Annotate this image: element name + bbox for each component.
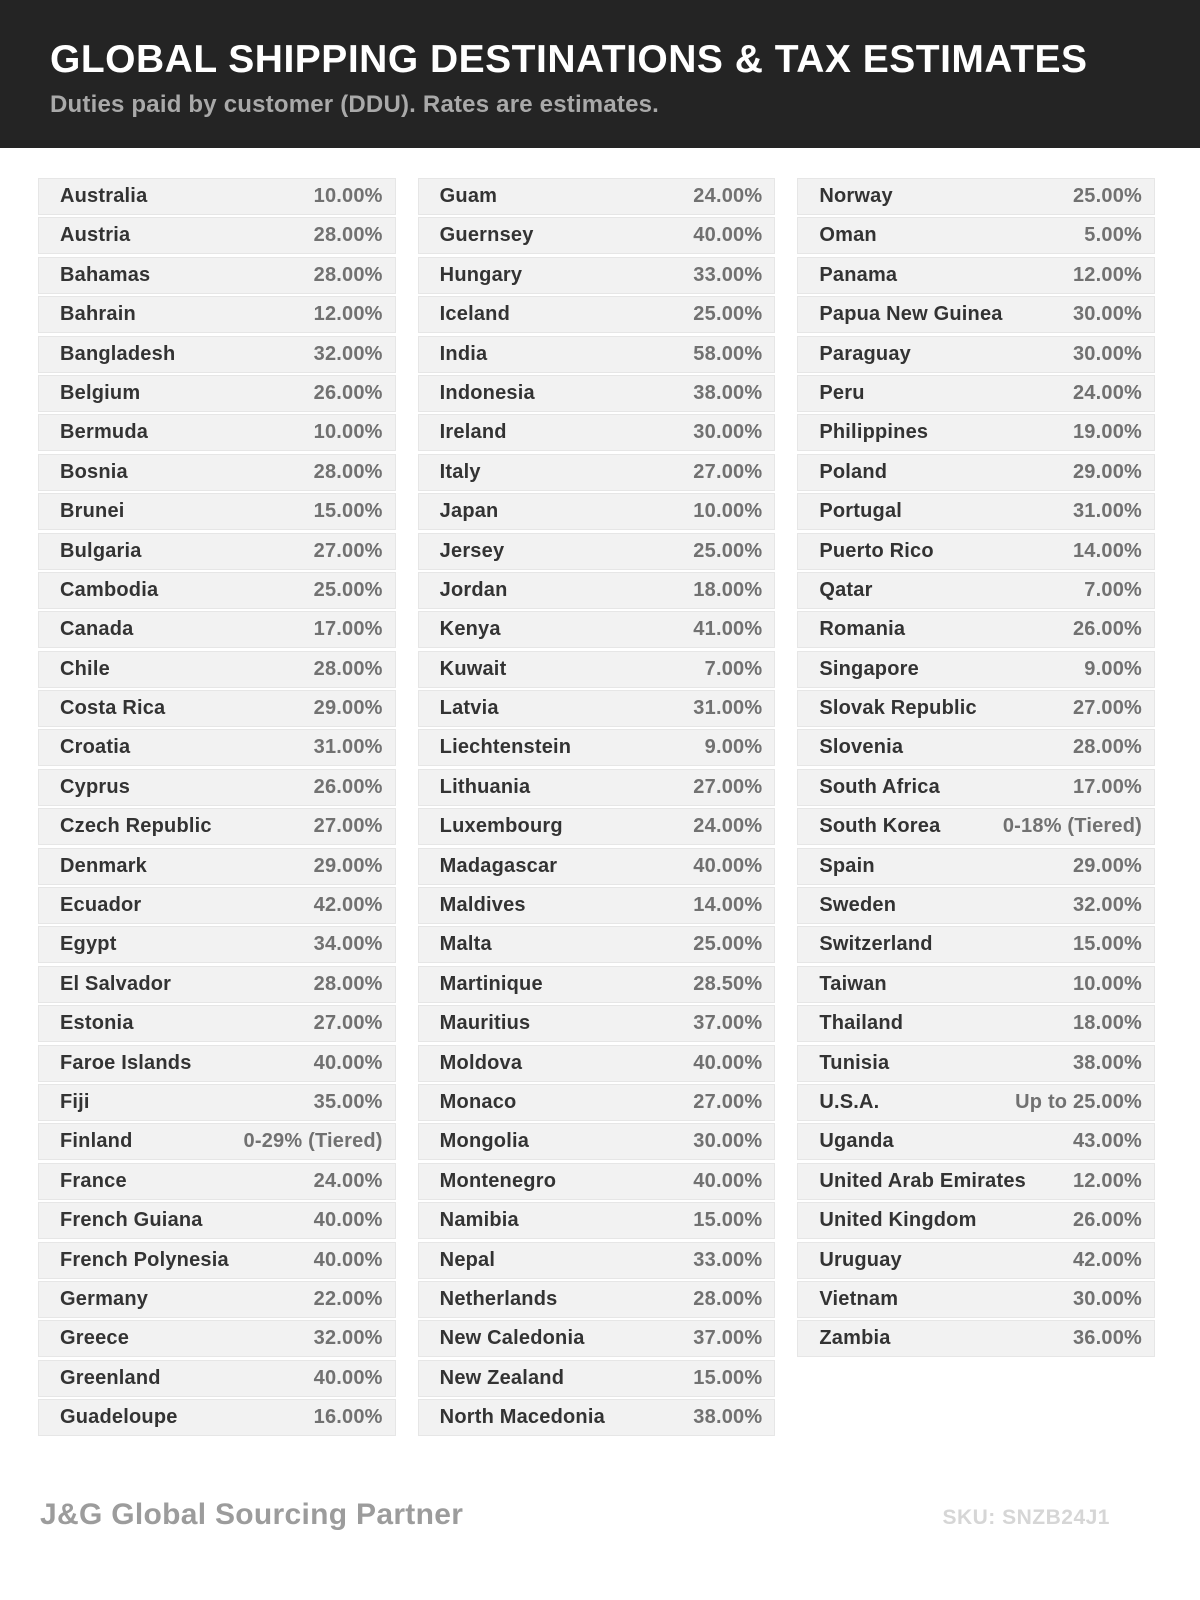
tax-rate: 15.00% bbox=[693, 1366, 763, 1389]
page-footer bbox=[0, 1498, 1200, 1532]
country-name: Uruguay bbox=[819, 1248, 902, 1271]
table-row bbox=[38, 1163, 396, 1200]
country-name: Tunisia bbox=[819, 1051, 890, 1074]
tax-rate: 32.00% bbox=[1072, 894, 1143, 917]
country-name: Zambia bbox=[819, 1327, 891, 1350]
country-name: Switzerland bbox=[819, 933, 933, 956]
tax-rate: 0-18% (Tiered) bbox=[1002, 815, 1143, 838]
table-row bbox=[797, 572, 1155, 609]
country-name: Iceland bbox=[439, 303, 510, 326]
tax-rate: 30.00% bbox=[1072, 1287, 1143, 1310]
table-row bbox=[418, 848, 776, 885]
rates-table bbox=[0, 148, 1200, 1439]
country-name: Malta bbox=[439, 933, 492, 956]
tax-rate: 40.00% bbox=[693, 224, 763, 247]
tax-rate: 27.00% bbox=[1072, 697, 1143, 720]
country-name: Bahamas bbox=[60, 263, 151, 286]
country-name: United Kingdom bbox=[819, 1209, 977, 1232]
table-row bbox=[797, 611, 1155, 648]
tax-rate: 17.00% bbox=[1072, 775, 1143, 798]
tax-rate: Up to 25.00% bbox=[1015, 1090, 1143, 1113]
table-row bbox=[38, 414, 396, 451]
country-name: France bbox=[60, 1169, 127, 1192]
tax-rate: 25.00% bbox=[693, 539, 763, 562]
table-row bbox=[418, 336, 776, 373]
country-name: New Caledonia bbox=[439, 1327, 585, 1350]
table-row bbox=[418, 611, 776, 648]
table-row bbox=[797, 690, 1155, 727]
country-name: U.S.A. bbox=[819, 1090, 880, 1113]
country-name: Germany bbox=[60, 1287, 149, 1310]
tax-rate: 18.00% bbox=[693, 578, 763, 601]
table-row bbox=[797, 296, 1155, 333]
table-row bbox=[418, 1202, 776, 1239]
table-row bbox=[38, 690, 396, 727]
tax-rate: 0-29% (Tiered) bbox=[243, 1130, 383, 1153]
table-row bbox=[418, 257, 776, 294]
country-name: Chile bbox=[60, 657, 110, 680]
table-row bbox=[38, 572, 396, 609]
table-row bbox=[418, 1084, 776, 1121]
tax-rate: 28.00% bbox=[313, 224, 383, 247]
table-row bbox=[418, 217, 776, 254]
brand-name: J&G Global Sourcing Partner bbox=[40, 1498, 464, 1531]
country-name: Estonia bbox=[60, 1012, 134, 1035]
tax-rate: 24.00% bbox=[693, 815, 763, 838]
rates-column-3 bbox=[797, 178, 1155, 1439]
table-row bbox=[797, 375, 1155, 412]
table-row bbox=[797, 414, 1155, 451]
table-row bbox=[38, 1320, 396, 1357]
tax-rate: 10.00% bbox=[1072, 972, 1143, 995]
table-row bbox=[38, 178, 396, 215]
table-row bbox=[797, 493, 1155, 530]
tax-rate: 30.00% bbox=[693, 421, 763, 444]
tax-rate: 34.00% bbox=[313, 933, 383, 956]
tax-rate: 30.00% bbox=[1072, 342, 1143, 365]
country-name: New Zealand bbox=[439, 1366, 565, 1389]
table-row bbox=[38, 454, 396, 491]
country-name: Australia bbox=[60, 185, 148, 207]
country-name: South Korea bbox=[819, 815, 941, 838]
tax-rate: 40.00% bbox=[313, 1209, 383, 1232]
table-row bbox=[38, 729, 396, 766]
country-name: Austria bbox=[60, 224, 131, 247]
tax-rate: 41.00% bbox=[693, 618, 763, 641]
table-row bbox=[797, 217, 1155, 254]
table-row bbox=[38, 651, 396, 688]
country-name: Indonesia bbox=[439, 381, 535, 404]
table-row bbox=[418, 1281, 776, 1318]
table-row bbox=[797, 533, 1155, 570]
country-name: Paraguay bbox=[819, 342, 911, 365]
table-row bbox=[797, 1163, 1155, 1200]
country-name: Faroe Islands bbox=[60, 1051, 192, 1074]
tax-rate: 25.00% bbox=[693, 303, 763, 326]
country-name: Maldives bbox=[439, 894, 526, 917]
country-name: Bahrain bbox=[60, 303, 136, 326]
country-name: Ecuador bbox=[60, 894, 142, 917]
country-name: Sweden bbox=[819, 894, 897, 917]
tax-rate: 9.00% bbox=[704, 736, 763, 759]
tax-rate: 58.00% bbox=[693, 342, 763, 365]
country-name: Papua New Guinea bbox=[819, 303, 1003, 326]
country-name: Oman bbox=[819, 224, 877, 247]
tax-rate: 15.00% bbox=[1072, 933, 1143, 956]
table-row bbox=[418, 375, 776, 412]
table-row bbox=[38, 966, 396, 1003]
tax-rate: 38.00% bbox=[1072, 1051, 1143, 1074]
country-name: South Africa bbox=[819, 775, 940, 798]
country-name: Moldova bbox=[439, 1051, 523, 1074]
tax-rate: 5.00% bbox=[1084, 224, 1143, 247]
table-row bbox=[797, 1242, 1155, 1279]
table-row bbox=[797, 1320, 1155, 1357]
table-row bbox=[797, 887, 1155, 924]
table-row bbox=[797, 729, 1155, 766]
country-name: Bosnia bbox=[60, 460, 128, 483]
table-row bbox=[38, 1084, 396, 1121]
country-name: Martinique bbox=[439, 972, 543, 995]
table-row bbox=[38, 1202, 396, 1239]
tax-rate: 19.00% bbox=[1072, 421, 1143, 444]
tax-rate: 33.00% bbox=[693, 263, 763, 286]
country-name: Costa Rica bbox=[60, 697, 166, 720]
table-row bbox=[797, 178, 1155, 215]
tax-rate: 15.00% bbox=[313, 500, 383, 523]
country-name: Montenegro bbox=[439, 1169, 557, 1192]
table-row bbox=[38, 611, 396, 648]
table-row bbox=[38, 1281, 396, 1318]
tax-rate: 27.00% bbox=[313, 1012, 383, 1035]
tax-rate: 10.00% bbox=[693, 500, 763, 523]
country-name: Egypt bbox=[60, 933, 117, 956]
table-row bbox=[797, 257, 1155, 294]
table-row bbox=[38, 769, 396, 806]
tax-rate: 31.00% bbox=[693, 697, 763, 720]
country-name: Slovak Republic bbox=[819, 697, 977, 720]
table-row bbox=[797, 966, 1155, 1003]
country-name: North Macedonia bbox=[439, 1406, 605, 1429]
country-name: Singapore bbox=[819, 657, 919, 680]
country-name: Qatar bbox=[819, 578, 873, 601]
country-name: Cambodia bbox=[60, 578, 159, 601]
tax-rate: 25.00% bbox=[693, 933, 763, 956]
table-row bbox=[797, 1202, 1155, 1239]
tax-rate: 18.00% bbox=[1072, 1012, 1143, 1035]
tax-rate: 30.00% bbox=[693, 1130, 763, 1153]
country-name: Nepal bbox=[439, 1248, 496, 1271]
page-header bbox=[0, 0, 1200, 148]
table-row bbox=[418, 926, 776, 963]
country-name: Greenland bbox=[60, 1366, 161, 1389]
table-row bbox=[797, 1045, 1155, 1082]
tax-rate: 12.00% bbox=[313, 303, 383, 326]
table-row bbox=[797, 808, 1155, 845]
tax-rate: 25.00% bbox=[1072, 185, 1143, 207]
tax-rate: 24.00% bbox=[313, 1169, 383, 1192]
tax-rate: 14.00% bbox=[1072, 539, 1143, 562]
tax-rate: 37.00% bbox=[693, 1012, 763, 1035]
country-name: Bulgaria bbox=[60, 539, 142, 562]
tax-rate: 17.00% bbox=[313, 618, 383, 641]
tax-rate: 16.00% bbox=[313, 1406, 383, 1429]
country-name: Italy bbox=[439, 460, 481, 483]
country-name: Slovenia bbox=[819, 736, 904, 759]
table-row bbox=[418, 1360, 776, 1397]
table-row bbox=[418, 454, 776, 491]
table-row bbox=[418, 1005, 776, 1042]
table-row bbox=[38, 336, 396, 373]
tax-rate: 29.00% bbox=[1072, 854, 1143, 877]
country-name: Romania bbox=[819, 618, 906, 641]
tax-rate: 28.00% bbox=[313, 263, 383, 286]
tax-rate: 26.00% bbox=[313, 381, 383, 404]
tax-rate: 31.00% bbox=[313, 736, 383, 759]
country-name: Norway bbox=[819, 185, 893, 207]
tax-rate: 7.00% bbox=[1084, 578, 1143, 601]
tax-rate: 43.00% bbox=[1072, 1130, 1143, 1153]
tax-rate: 26.00% bbox=[1072, 618, 1143, 641]
country-name: Japan bbox=[439, 500, 499, 523]
tax-rate: 32.00% bbox=[313, 1327, 383, 1350]
table-row bbox=[797, 1281, 1155, 1318]
tax-rate: 29.00% bbox=[1072, 460, 1143, 483]
country-name: Finland bbox=[60, 1130, 133, 1153]
tax-rate: 22.00% bbox=[313, 1287, 383, 1310]
tax-rate: 12.00% bbox=[1072, 263, 1143, 286]
table-row bbox=[38, 493, 396, 530]
country-name: Namibia bbox=[439, 1209, 519, 1232]
country-name: Guam bbox=[439, 185, 498, 207]
country-name: Portugal bbox=[819, 500, 903, 523]
table-row bbox=[797, 1005, 1155, 1042]
tax-rate: 9.00% bbox=[1084, 657, 1143, 680]
country-name: Denmark bbox=[60, 854, 147, 877]
country-name: Guernsey bbox=[439, 224, 534, 247]
country-name: Bangladesh bbox=[60, 342, 176, 365]
tax-rate: 12.00% bbox=[1072, 1169, 1143, 1192]
table-row bbox=[418, 690, 776, 727]
country-name: Bermuda bbox=[60, 421, 149, 444]
table-row bbox=[797, 651, 1155, 688]
tax-rate: 28.00% bbox=[313, 972, 383, 995]
tax-rate: 10.00% bbox=[313, 421, 383, 444]
country-name: Philippines bbox=[819, 421, 929, 444]
country-name: Greece bbox=[60, 1327, 130, 1350]
country-name: Czech Republic bbox=[60, 815, 212, 838]
country-name: Hungary bbox=[439, 263, 523, 286]
tax-rate: 38.00% bbox=[693, 381, 763, 404]
table-row bbox=[797, 926, 1155, 963]
tax-rate: 40.00% bbox=[693, 1169, 763, 1192]
tax-rate: 10.00% bbox=[313, 185, 383, 207]
country-name: Madagascar bbox=[439, 854, 558, 877]
tax-rate: 40.00% bbox=[313, 1366, 383, 1389]
table-row bbox=[418, 966, 776, 1003]
tax-rate: 36.00% bbox=[1072, 1327, 1143, 1350]
table-row bbox=[797, 454, 1155, 491]
tax-rate: 26.00% bbox=[1072, 1209, 1143, 1232]
country-name: Kenya bbox=[439, 618, 501, 641]
country-name: Puerto Rico bbox=[819, 539, 934, 562]
tax-rate: 25.00% bbox=[313, 578, 383, 601]
country-name: Latvia bbox=[439, 697, 499, 720]
tax-rate: 28.00% bbox=[1072, 736, 1143, 759]
table-row bbox=[418, 808, 776, 845]
tax-rate: 27.00% bbox=[313, 539, 383, 562]
country-name: India bbox=[439, 342, 488, 365]
country-name: Panama bbox=[819, 263, 898, 286]
country-name: Uganda bbox=[819, 1130, 894, 1153]
country-name: Spain bbox=[819, 854, 875, 877]
table-row bbox=[38, 1242, 396, 1279]
country-name: Ireland bbox=[439, 421, 507, 444]
table-row bbox=[797, 1123, 1155, 1160]
country-name: Monaco bbox=[439, 1090, 517, 1113]
table-row bbox=[38, 808, 396, 845]
tax-rate: 29.00% bbox=[313, 697, 383, 720]
tax-rate: 28.00% bbox=[313, 460, 383, 483]
tax-rate: 28.50% bbox=[693, 972, 763, 995]
tax-rate: 28.00% bbox=[693, 1287, 763, 1310]
tax-rate: 27.00% bbox=[313, 815, 383, 838]
table-row bbox=[38, 926, 396, 963]
page-title: GLOBAL SHIPPING DESTINATIONS & TAX ESTIMATES bbox=[50, 38, 1088, 81]
country-name: Mauritius bbox=[439, 1012, 531, 1035]
tax-rate: 37.00% bbox=[693, 1327, 763, 1350]
tax-rate: 26.00% bbox=[313, 775, 383, 798]
country-name: Vietnam bbox=[819, 1287, 899, 1310]
table-row bbox=[418, 493, 776, 530]
country-name: Luxembourg bbox=[439, 815, 563, 838]
table-row bbox=[418, 729, 776, 766]
tax-rate: 7.00% bbox=[704, 657, 763, 680]
table-row bbox=[418, 572, 776, 609]
country-name: Guadeloupe bbox=[60, 1406, 178, 1429]
rates-column-2 bbox=[418, 178, 776, 1439]
country-name: Kuwait bbox=[439, 657, 507, 680]
tax-rate: 27.00% bbox=[693, 775, 763, 798]
table-row bbox=[418, 1045, 776, 1082]
page-subtitle: Duties paid by customer (DDU). Rates are estimates. bbox=[50, 91, 660, 118]
tax-rate: 40.00% bbox=[693, 1051, 763, 1074]
country-name: Cyprus bbox=[60, 775, 131, 798]
country-name: Thailand bbox=[819, 1012, 904, 1035]
table-row bbox=[38, 1399, 396, 1436]
table-row bbox=[797, 848, 1155, 885]
tax-rate: 40.00% bbox=[693, 854, 763, 877]
table-row bbox=[418, 178, 776, 215]
country-name: Lithuania bbox=[439, 775, 531, 798]
tax-rate: 30.00% bbox=[1072, 303, 1143, 326]
table-row bbox=[418, 769, 776, 806]
table-row bbox=[418, 651, 776, 688]
table-row bbox=[418, 1123, 776, 1160]
country-name: Jordan bbox=[439, 578, 508, 601]
tax-rate: 28.00% bbox=[313, 657, 383, 680]
table-row bbox=[797, 769, 1155, 806]
tax-rate: 33.00% bbox=[693, 1248, 763, 1271]
tax-rate: 42.00% bbox=[1072, 1248, 1143, 1271]
table-row bbox=[418, 1242, 776, 1279]
country-name: Croatia bbox=[60, 736, 131, 759]
tax-rate: 40.00% bbox=[313, 1248, 383, 1271]
table-row bbox=[38, 1360, 396, 1397]
tax-rate: 40.00% bbox=[313, 1051, 383, 1074]
table-row bbox=[797, 336, 1155, 373]
country-name: Poland bbox=[819, 460, 888, 483]
tax-rate: 38.00% bbox=[693, 1406, 763, 1429]
tax-rate: 27.00% bbox=[693, 1090, 763, 1113]
country-name: French Guiana bbox=[60, 1209, 203, 1232]
tax-rate: 29.00% bbox=[313, 854, 383, 877]
country-name: Netherlands bbox=[439, 1287, 558, 1310]
country-name: United Arab Emirates bbox=[819, 1169, 1026, 1192]
sku-label: SKU: SNZB24J1 bbox=[942, 1506, 1110, 1529]
table-row bbox=[38, 533, 396, 570]
country-name: Fiji bbox=[60, 1090, 90, 1113]
table-row bbox=[38, 296, 396, 333]
tax-rate: 35.00% bbox=[313, 1090, 383, 1113]
country-name: Brunei bbox=[60, 500, 125, 523]
country-name: Canada bbox=[60, 618, 134, 641]
tax-rate: 14.00% bbox=[693, 894, 763, 917]
country-name: Taiwan bbox=[819, 972, 887, 995]
table-row bbox=[38, 1005, 396, 1042]
table-row bbox=[38, 1045, 396, 1082]
tax-rate: 32.00% bbox=[313, 342, 383, 365]
table-row bbox=[418, 533, 776, 570]
table-row bbox=[418, 1320, 776, 1357]
tax-rate: 24.00% bbox=[693, 185, 763, 207]
table-row bbox=[418, 296, 776, 333]
table-row bbox=[38, 887, 396, 924]
table-row bbox=[38, 257, 396, 294]
table-row bbox=[38, 848, 396, 885]
table-row bbox=[797, 1084, 1155, 1121]
table-row bbox=[38, 1123, 396, 1160]
country-name: Peru bbox=[819, 381, 865, 404]
rates-column-1 bbox=[38, 178, 396, 1439]
tax-rate: 31.00% bbox=[1072, 500, 1143, 523]
country-name: El Salvador bbox=[60, 972, 172, 995]
table-row bbox=[418, 1399, 776, 1436]
table-row bbox=[418, 887, 776, 924]
tax-rate: 24.00% bbox=[1072, 381, 1143, 404]
country-name: French Polynesia bbox=[60, 1248, 229, 1271]
country-name: Jersey bbox=[439, 539, 505, 562]
table-row bbox=[418, 414, 776, 451]
table-row bbox=[38, 375, 396, 412]
tax-rate: 15.00% bbox=[693, 1209, 763, 1232]
tax-rate: 27.00% bbox=[693, 460, 763, 483]
country-name: Liechtenstein bbox=[439, 736, 572, 759]
country-name: Belgium bbox=[60, 381, 141, 404]
table-row bbox=[38, 217, 396, 254]
table-row bbox=[418, 1163, 776, 1200]
tax-rate: 42.00% bbox=[313, 894, 383, 917]
country-name: Mongolia bbox=[439, 1130, 530, 1153]
